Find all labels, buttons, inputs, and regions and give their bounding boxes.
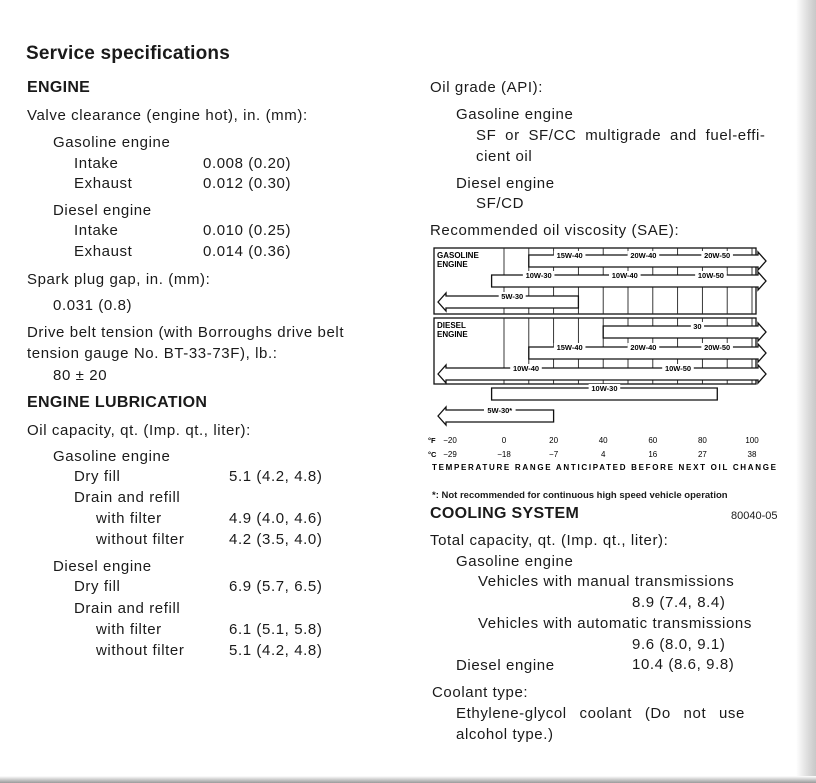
page-edge-shadow [796,0,816,783]
chart-range-bar [603,323,766,341]
chart-tick-label-c: 27 [697,450,707,459]
lube-gasoline-label: Gasoline engine [53,448,171,465]
drive-belt-label-line1: Drive belt tension (with Borroughs drive belt [27,324,345,341]
oil-grade-diesel-label: Diesel engine [456,175,555,192]
coolant-type-label: Coolant type: [432,684,529,701]
chart-bar-label: 10W-50 [697,271,724,280]
chart-bar-label: 5W-30* [487,406,513,415]
cooling-diesel-value: 10.4 (8.6, 9.8) [632,656,735,673]
lube-gasoline-with-filter-label: with filter [96,510,162,527]
chart-group-label: ENGINE [437,260,468,269]
cooling-auto-label: Vehicles with automatic transmissions [478,615,752,632]
chart-group-label: ENGINE [437,330,468,339]
lube-diesel-without-filter-label: without filter [96,642,185,659]
valve-gasoline-exhaust-value: 0.012 (0.30) [203,175,292,192]
cooling-manual-value: 8.9 (7.4, 8.4) [632,594,726,611]
chart-tick-label-c: 16 [648,450,658,459]
valve-diesel-intake-label: Intake [74,222,119,239]
valve-diesel-intake-value: 0.010 (0.25) [203,222,292,239]
chart-bar-label: 10W-40 [611,271,638,280]
chart-bar-label: 15W-40 [556,251,583,260]
lube-gasoline-drain-label: Drain and refill [74,489,181,506]
chart-tick-label-f: 100 [745,436,759,445]
chart-bar-label: 20W-50 [704,251,731,260]
chart-tick-label-c: 4 [600,450,606,459]
chart-tick-label-f: 0 [501,436,507,445]
total-capacity-label: Total capacity, qt. (Imp. qt., liter): [430,532,669,549]
chart-tick-label-c: 38 [747,450,757,459]
lubrication-heading: ENGINE LUBRICATION [27,394,208,411]
oil-grade-heading: Oil grade (API): [430,79,543,96]
lube-gasoline-without-filter-value: 4.2 (3.5, 4.0) [229,531,323,548]
chart-x-label: TEMPERATURE RANGE ANTICIPATED BEFORE NEXT OIL CHANGE [432,463,776,472]
chart-bar-label: 20W-40 [630,251,657,260]
chart-tick-label-f: 40 [598,436,608,445]
lube-diesel-label: Diesel engine [53,558,152,575]
chart-tick-label-c: −29 [443,450,457,459]
valve-diesel-exhaust-label: Exhaust [74,243,133,260]
valve-gasoline-intake-label: Intake [74,155,119,172]
cooling-diesel-label: Diesel engine [456,657,555,674]
figure-code: 80040-05 [731,510,778,522]
drive-belt-value: 80 ± 20 [53,367,108,384]
engine-heading: ENGINE [27,79,91,96]
chart-bar-label: 15W-40 [556,343,583,352]
chart-tick-label-f: −20 [443,436,457,445]
chart-bar-label: 10W-30 [591,384,618,393]
page-bottom-edge [0,776,816,783]
cooling-heading: COOLING SYSTEM [430,505,580,522]
chart-tick-label-f: 20 [549,436,559,445]
chart-bar-label: 10W-40 [512,364,540,373]
valve-gasoline-label: Gasoline engine [53,134,171,151]
oil-grade-gasoline-label: Gasoline engine [456,106,574,123]
chart-footnote: *: Not recommended for continuous high speed vehicle operation [432,490,728,501]
lube-gasoline-dry-fill-label: Dry fill [74,468,121,485]
chart-axis-unit-f: °F [428,436,436,445]
lube-diesel-dry-fill-value: 6.9 (5.7, 6.5) [229,578,323,595]
oil-grade-diesel-value: SF/CD [476,195,524,212]
coolant-type-line2: alcohol type.) [456,726,554,743]
lube-diesel-drain-label: Drain and refill [74,600,181,617]
chart-group-label: DIESEL [437,321,466,330]
chart-group-label: GASOLINE [437,251,479,260]
lube-gasoline-dry-fill-value: 5.1 (4.2, 4.8) [229,468,323,485]
valve-gasoline-exhaust-label: Exhaust [74,175,133,192]
lube-diesel-with-filter-label: with filter [96,621,162,638]
lube-gasoline-with-filter-value: 4.9 (4.0, 4.6) [229,510,323,527]
oil-capacity-label: Oil capacity, qt. (Imp. qt., liter): [27,422,251,439]
chart-bar-label: 5W-30 [501,292,524,301]
coolant-type-line1: Ethylene-glycol coolant (Do not use [456,705,745,722]
chart-bar-label: 10W-50 [664,364,692,373]
chart-bar-label: 10W-30 [525,271,552,280]
valve-diesel-exhaust-value: 0.014 (0.36) [203,243,292,260]
lube-diesel-dry-fill-label: Dry fill [74,578,121,595]
viscosity-chart [428,240,780,476]
chart-range-bar [438,365,766,383]
chart-tick-label-c: −7 [549,450,559,459]
chart-bar-label: 20W-40 [630,343,657,352]
chart-tick-label-c: −18 [497,450,511,459]
cooling-manual-label: Vehicles with manual transmissions [478,573,735,590]
oil-grade-gasoline-line2: cient oil [476,148,533,165]
chart-tick-label-f: 60 [648,436,658,445]
valve-gasoline-intake-value: 0.008 (0.20) [203,155,292,172]
valve-clearance-label: Valve clearance (engine hot), in. (mm): [27,107,308,124]
chart-bar-label: 20W-50 [704,343,731,352]
oil-grade-gasoline-line1: SF or SF/CC multigrade and fuel-effi- [476,127,766,144]
cooling-auto-value: 9.6 (8.0, 9.1) [632,636,726,653]
valve-diesel-label: Diesel engine [53,202,152,219]
lube-diesel-without-filter-value: 5.1 (4.2, 4.8) [229,642,323,659]
chart-axis-unit-c: °C [428,450,437,459]
cooling-gasoline-label: Gasoline engine [456,553,574,570]
drive-belt-label-line2: tension gauge No. BT-33-73F), lb.: [27,345,278,362]
spark-plug-value: 0.031 (0.8) [53,297,133,314]
lube-diesel-with-filter-value: 6.1 (5.1, 5.8) [229,621,323,638]
chart-tick-label-f: 80 [697,436,707,445]
viscosity-heading: Recommended oil viscosity (SAE): [430,222,680,239]
spark-plug-label: Spark plug gap, in. (mm): [27,271,211,288]
page-title: Service specifications [26,43,231,64]
lube-gasoline-without-filter-label: without filter [96,531,185,548]
chart-bar-label: 30 [693,322,702,331]
